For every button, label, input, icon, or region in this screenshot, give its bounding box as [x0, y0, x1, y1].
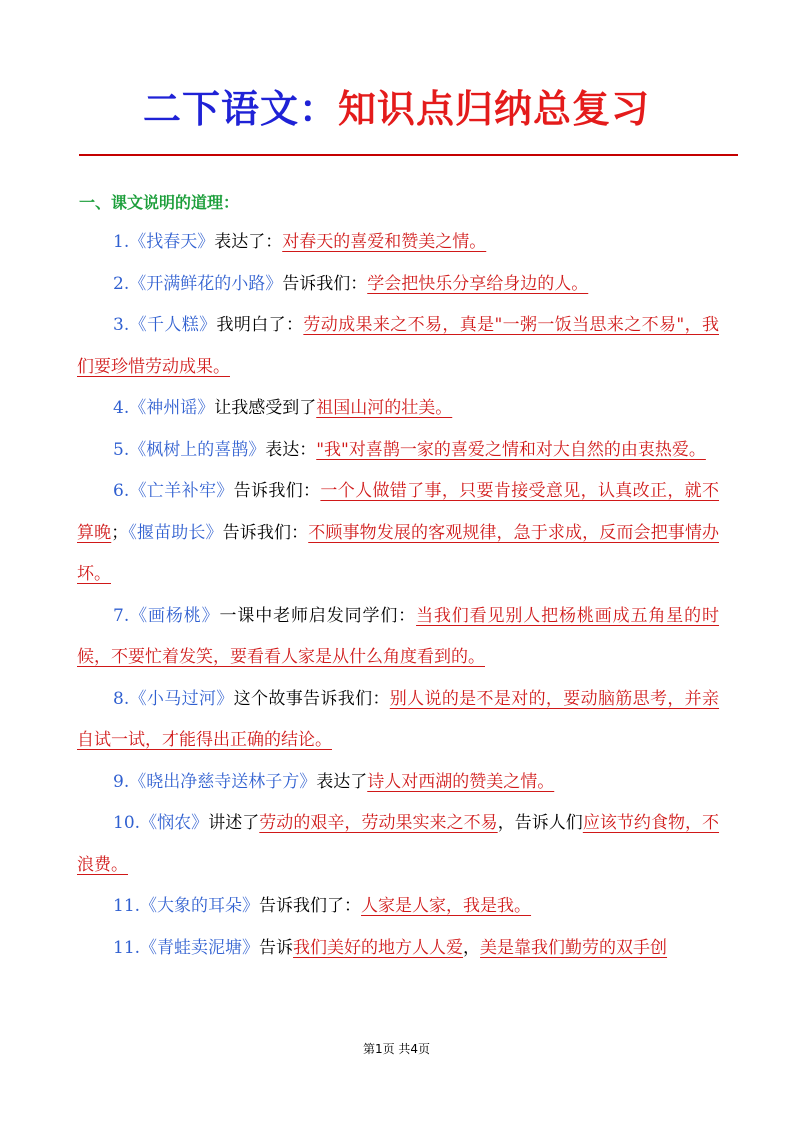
item-text: 告诉我们：	[282, 273, 368, 294]
lesson-title: 《找春天》	[129, 232, 215, 252]
item-text: 一课中老师启发同学们：	[219, 605, 417, 626]
item-list	[77, 222, 719, 969]
answer-text: 一个人做错了事，只要肯接受意见，认真改正，就不算晚	[77, 481, 720, 543]
lesson-title: 《晓出净慈寺送林子方》	[129, 771, 317, 792]
item-text: 表达了	[316, 771, 368, 792]
list-item	[77, 762, 719, 804]
answer-text: 学会把快乐分享给身边的人。	[367, 273, 589, 294]
answer-text: 不顾事物发展的客观规律，急于求成，反而会把事情办坏。	[77, 522, 720, 584]
list-item	[77, 886, 719, 928]
section-heading: 一、课文说明的道理：	[79, 193, 240, 212]
list-item	[77, 928, 719, 970]
answer-text: 当我们看见别人把杨桃画成五角星的时候，不要忙着发笑，要看看人家是从什么角度看到的。	[77, 605, 720, 667]
lesson-title: 《枫树上的喜鹊》	[129, 439, 266, 460]
item-text: 这个故事告诉我们：	[233, 688, 390, 709]
lesson-title: 《揠苗助长》	[128, 522, 223, 543]
item-text: 告诉	[259, 937, 294, 958]
item-text: 告诉我们：	[233, 481, 321, 501]
item-number: 4.	[113, 398, 130, 418]
answer-text: 诗人对西湖的赞美之情。	[367, 771, 555, 792]
item-text: 表达了：	[214, 232, 283, 252]
answer-text: 劳动成果来之不易，真是"一粥一饭当思来之不易"，我们要珍惜劳动成果。	[77, 315, 719, 377]
lesson-title: 《画杨桃》	[129, 605, 220, 626]
page-footer: 第1页 共4页	[362, 1042, 431, 1056]
list-item	[77, 430, 719, 472]
list-item	[77, 222, 719, 264]
answer-text: 美是靠我们勤劳的双手创	[480, 937, 668, 958]
list-item	[77, 471, 719, 596]
item-number: 8.	[113, 688, 130, 709]
answer-text: 劳动的艰辛，劳动果实来之不易	[259, 813, 498, 833]
item-text: ；	[111, 522, 129, 543]
item-number: 11.	[113, 896, 141, 916]
title-divider	[79, 154, 738, 156]
answer-text: "我"对喜鹊一家的喜爱之情和对大自然的由衷热爱。	[316, 439, 706, 460]
answer-text: 对春天的喜爱和赞美之情。	[282, 232, 487, 252]
item-number: 11.	[113, 937, 141, 958]
item-number: 5.	[113, 439, 130, 460]
lesson-title: 《千人糕》	[129, 315, 217, 335]
item-text: 我明白了：	[216, 315, 304, 335]
item-number: 6.	[113, 481, 130, 501]
item-number: 3.	[113, 315, 130, 335]
item-number: 10.	[113, 813, 141, 833]
answer-text: 别人说的是不是对的，要动脑筋思考，并亲自试一试，才能得出正确的结论。	[77, 688, 720, 750]
lesson-title: 《开满鲜花的小路》	[129, 273, 283, 294]
page-title	[0, 78, 793, 133]
title-part-2: 知识点归纳总复习	[338, 87, 651, 131]
item-text: 让我感受到了	[214, 398, 317, 418]
item-text: ，	[463, 937, 481, 958]
item-text: 告诉我们：	[222, 522, 309, 543]
item-text: 表达：	[265, 439, 317, 460]
item-text: ，告诉人们	[497, 813, 583, 833]
item-number: 1.	[113, 232, 130, 252]
item-number: 7.	[113, 605, 130, 626]
lesson-title: 《神州谣》	[129, 398, 215, 418]
list-item	[77, 388, 719, 430]
answer-text: 祖国山河的壮美。	[316, 398, 453, 418]
item-number: 2.	[113, 273, 130, 294]
title-part-1: 二下语文：	[142, 87, 338, 131]
list-item	[77, 264, 719, 306]
list-item	[77, 679, 719, 762]
item-text: 讲述了	[208, 813, 260, 833]
list-item	[77, 803, 719, 886]
list-item	[77, 596, 719, 679]
answer-text: 应该节约食物，不浪费。	[77, 813, 720, 875]
item-text: 告诉我们了：	[259, 896, 362, 916]
lesson-title: 《青蛙卖泥塘》	[140, 937, 260, 958]
lesson-title: 《亡羊补牢》	[129, 481, 234, 501]
lesson-title: 《小马过河》	[129, 688, 234, 709]
lesson-title: 《悯农》	[140, 813, 209, 833]
answer-text: 我们美好的地方人人爱	[293, 937, 464, 958]
item-number: 9.	[113, 771, 130, 792]
lesson-title: 《大象的耳朵》	[140, 896, 260, 916]
list-item	[77, 305, 719, 388]
answer-text: 人家是人家，我是我。	[361, 896, 532, 916]
